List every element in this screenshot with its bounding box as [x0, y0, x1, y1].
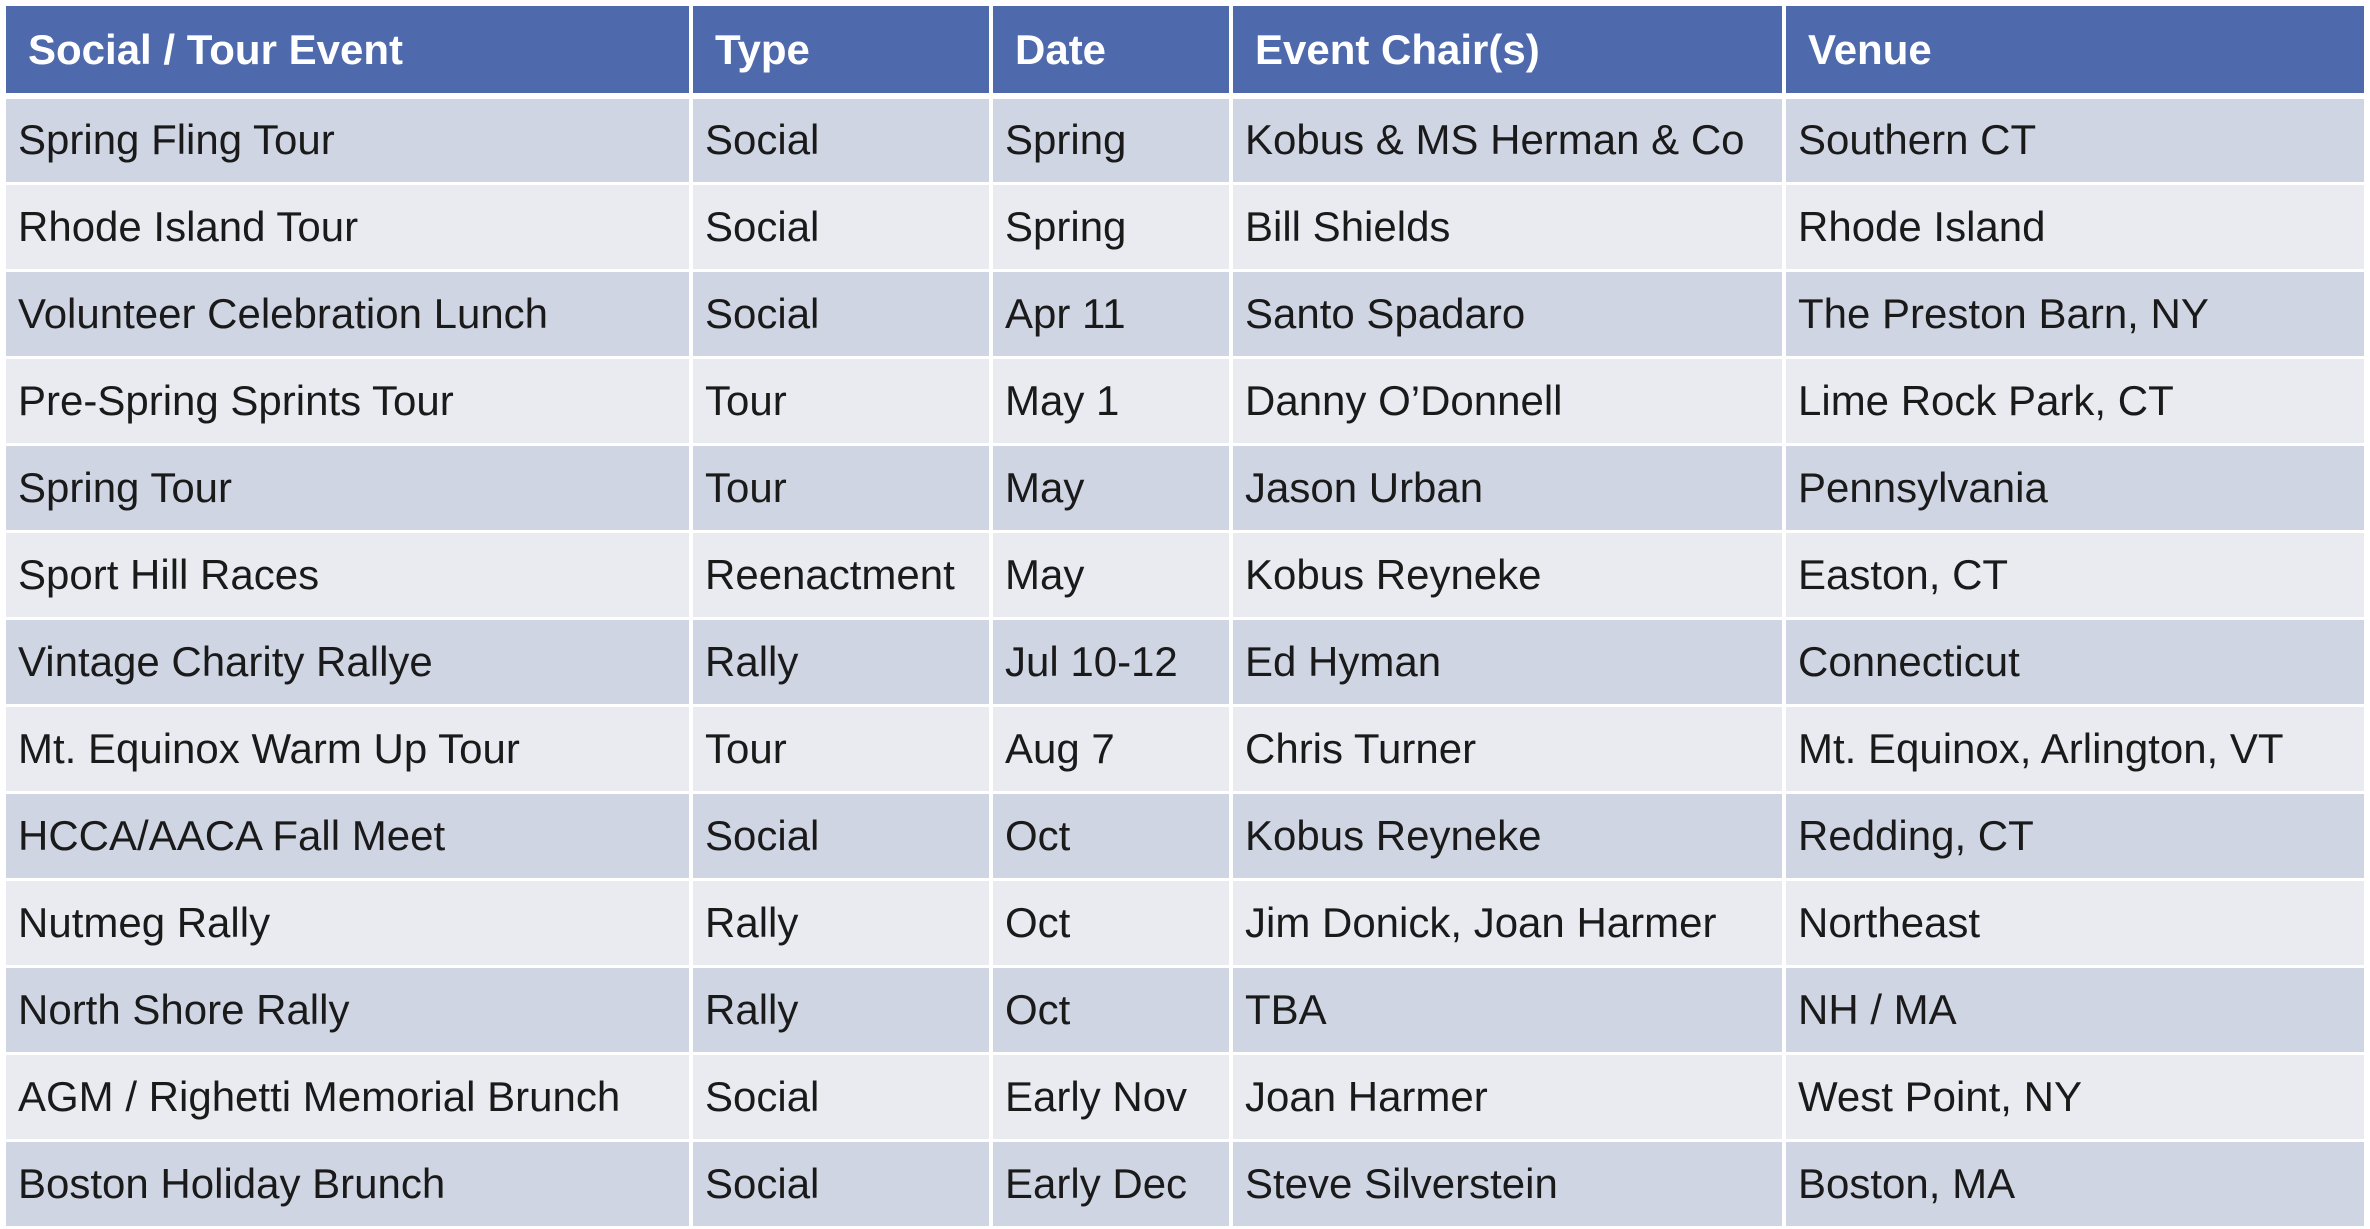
cell-date: Oct [991, 966, 1231, 1053]
events-table [6, 6, 2364, 1229]
column-header-type: Type [691, 6, 991, 96]
cell-chair: Ed Hyman [1231, 618, 1784, 705]
cell-date: Spring [991, 96, 1231, 183]
cell-event: Mt. Equinox Warm Up Tour [6, 705, 691, 792]
cell-event: Vintage Charity Rallye [6, 618, 691, 705]
cell-event: Boston Holiday Brunch [6, 1140, 691, 1227]
cell-chair: Kobus Reyneke [1231, 792, 1784, 879]
cell-venue: Rhode Island [1784, 183, 2364, 270]
table-row [6, 1053, 2364, 1140]
cell-chair: Joan Harmer [1231, 1053, 1784, 1140]
cell-chair: Danny O’Donnell [1231, 357, 1784, 444]
cell-date: Early Dec [991, 1140, 1231, 1227]
cell-type: Social [691, 792, 991, 879]
cell-date: May [991, 531, 1231, 618]
cell-chair: Santo Spadaro [1231, 270, 1784, 357]
table-row [6, 531, 2364, 618]
cell-event: Nutmeg Rally [6, 879, 691, 966]
column-header-venue: Venue [1784, 6, 2364, 96]
cell-chair: Jason Urban [1231, 444, 1784, 531]
cell-venue: West Point, NY [1784, 1053, 2364, 1140]
cell-type: Rally [691, 879, 991, 966]
table-row [6, 618, 2364, 705]
cell-event: Spring Tour [6, 444, 691, 531]
table-row [6, 444, 2364, 531]
table-row [6, 705, 2364, 792]
cell-event: Sport Hill Races [6, 531, 691, 618]
column-header-chair: Event Chair(s) [1231, 6, 1784, 96]
table-row [6, 1140, 2364, 1227]
cell-type: Social [691, 1140, 991, 1227]
cell-date: Apr 11 [991, 270, 1231, 357]
table-row [6, 879, 2364, 966]
cell-venue: Redding, CT [1784, 792, 2364, 879]
cell-date: Aug 7 [991, 705, 1231, 792]
cell-date: Oct [991, 792, 1231, 879]
cell-venue: Connecticut [1784, 618, 2364, 705]
cell-type: Tour [691, 705, 991, 792]
cell-date: Jul 10-12 [991, 618, 1231, 705]
cell-type: Reenactment [691, 531, 991, 618]
cell-venue: Boston, MA [1784, 1140, 2364, 1227]
cell-type: Rally [691, 618, 991, 705]
events-table-container [6, 6, 2364, 1229]
cell-chair: Kobus & MS Herman & Co [1231, 96, 1784, 183]
table-row [6, 792, 2364, 879]
cell-date: Oct [991, 879, 1231, 966]
cell-event: Pre-Spring Sprints Tour [6, 357, 691, 444]
cell-event: Rhode Island Tour [6, 183, 691, 270]
cell-type: Social [691, 270, 991, 357]
cell-type: Social [691, 96, 991, 183]
cell-event: North Shore Rally [6, 966, 691, 1053]
cell-type: Tour [691, 444, 991, 531]
cell-date: May [991, 444, 1231, 531]
cell-chair: Kobus Reyneke [1231, 531, 1784, 618]
cell-type: Rally [691, 966, 991, 1053]
cell-chair: Steve Silverstein [1231, 1140, 1784, 1227]
cell-venue: Southern CT [1784, 96, 2364, 183]
cell-venue: Easton, CT [1784, 531, 2364, 618]
column-header-event: Social / Tour Event [6, 6, 691, 96]
column-header-date: Date [991, 6, 1231, 96]
cell-chair: Chris Turner [1231, 705, 1784, 792]
table-row [6, 270, 2364, 357]
cell-type: Tour [691, 357, 991, 444]
cell-venue: The Preston Barn, NY [1784, 270, 2364, 357]
cell-venue: Lime Rock Park, CT [1784, 357, 2364, 444]
cell-venue: Pennsylvania [1784, 444, 2364, 531]
cell-event: Volunteer Celebration Lunch [6, 270, 691, 357]
cell-date: Spring [991, 183, 1231, 270]
table-row [6, 357, 2364, 444]
table-row [6, 183, 2364, 270]
cell-date: Early Nov [991, 1053, 1231, 1140]
cell-type: Social [691, 183, 991, 270]
table-row [6, 966, 2364, 1053]
cell-venue: Northeast [1784, 879, 2364, 966]
cell-event: AGM / Righetti Memorial Brunch [6, 1053, 691, 1140]
cell-chair: Bill Shields [1231, 183, 1784, 270]
cell-type: Social [691, 1053, 991, 1140]
cell-event: Spring Fling Tour [6, 96, 691, 183]
cell-event: HCCA/AACA Fall Meet [6, 792, 691, 879]
cell-chair: TBA [1231, 966, 1784, 1053]
cell-date: May 1 [991, 357, 1231, 444]
table-header-row [6, 6, 2364, 96]
cell-venue: NH / MA [1784, 966, 2364, 1053]
cell-chair: Jim Donick, Joan Harmer [1231, 879, 1784, 966]
cell-venue: Mt. Equinox, Arlington, VT [1784, 705, 2364, 792]
table-row [6, 96, 2364, 183]
